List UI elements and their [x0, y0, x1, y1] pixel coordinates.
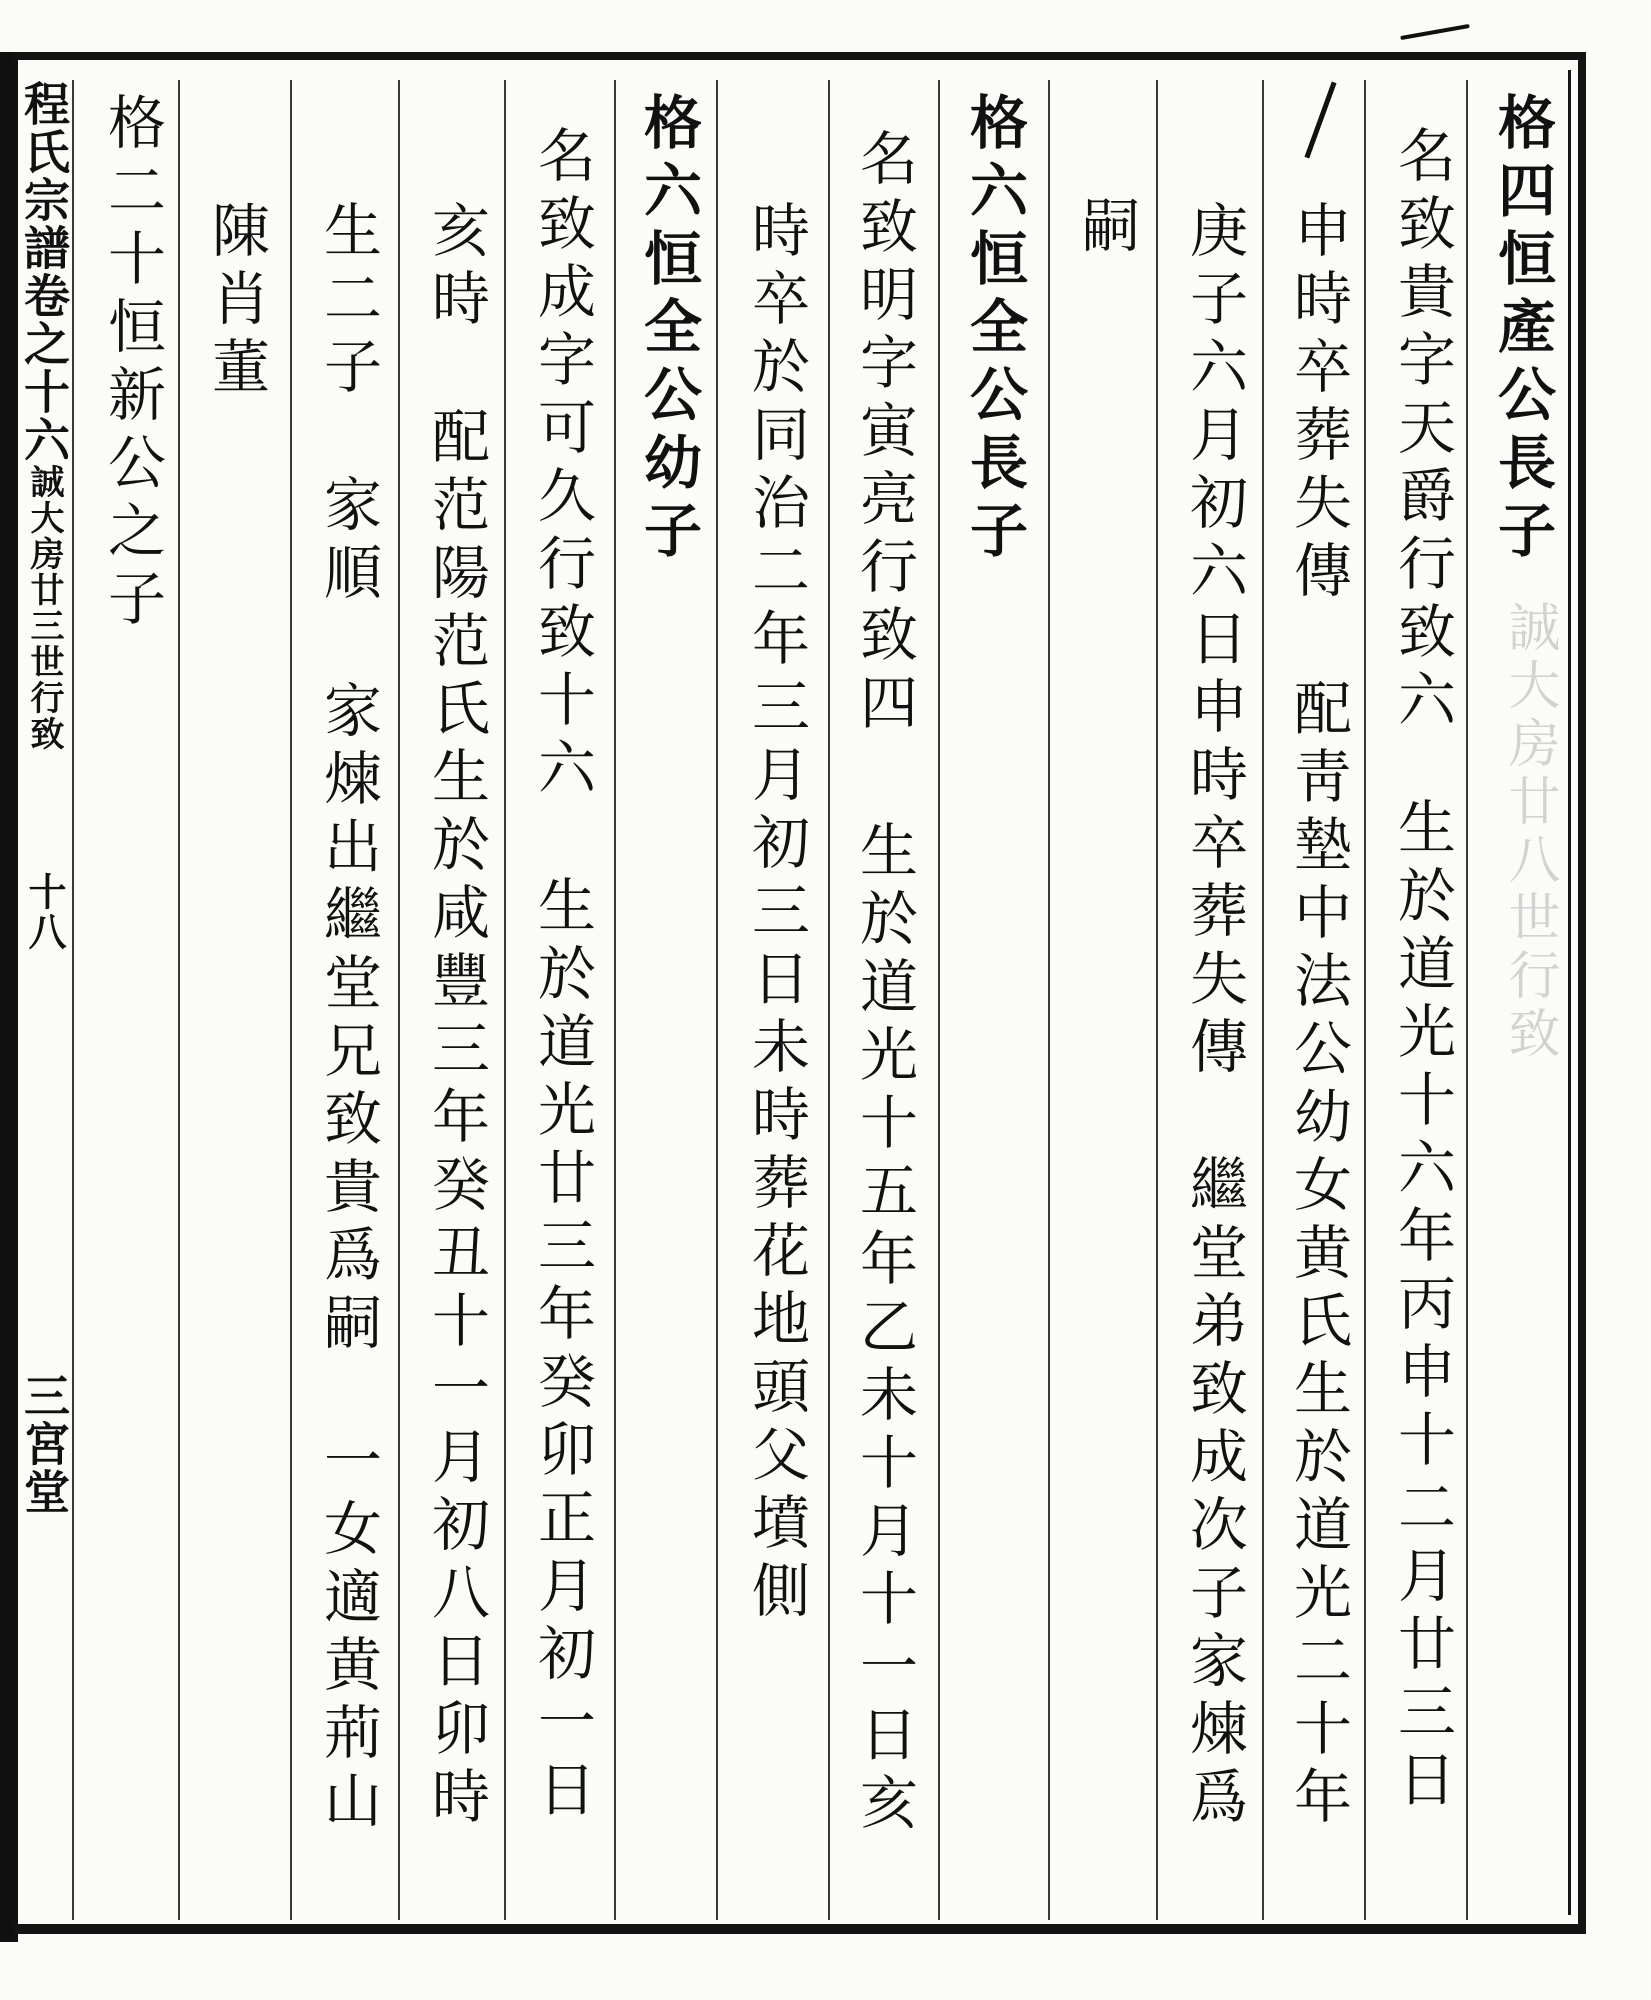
text-segment: 繼堂弟致成次子家煉爲	[1180, 1154, 1248, 1834]
text-segment: 家煉出繼堂兄致貴爲嗣	[314, 680, 382, 1360]
heading-column: 格六恒全公幼子	[634, 92, 702, 568]
column-rule	[72, 80, 74, 1920]
text-column: 陳肖董	[202, 200, 270, 404]
text-segment: 名致明字寅亮行致四	[850, 128, 918, 740]
book-title: 程氏宗譜	[17, 80, 71, 272]
column-rule	[398, 80, 400, 1920]
column-rule	[290, 80, 292, 1920]
text-column: 嗣	[1072, 195, 1140, 263]
page-frame-inner-rule	[1568, 70, 1571, 1915]
column-rule	[828, 80, 830, 1920]
text-segment: 生於道光十六年丙申十二月廿三日	[1388, 797, 1456, 1817]
column-rule	[938, 80, 940, 1920]
column-rule	[614, 80, 616, 1920]
text-column: 格二十恒新公之子	[98, 92, 166, 636]
column-rule	[1156, 80, 1158, 1920]
text-column	[420, 200, 492, 1834]
branch-label: 誠大房廿三世行致	[24, 464, 64, 752]
heading-column: 格六恒全公長子	[960, 92, 1028, 568]
text-column	[1386, 125, 1458, 1817]
volume-label: 卷之十六	[17, 272, 71, 464]
text-column	[526, 125, 598, 1827]
column-rule	[716, 80, 718, 1920]
column-rule	[1048, 80, 1050, 1920]
bleed-through-text: 誠大房廿八世行致	[1499, 600, 1559, 1064]
text-column: 時卒於同治二年三月初三日未時葬花地頭父墳側	[742, 200, 810, 1628]
text-segment: 申時卒葬失傳	[1284, 200, 1352, 608]
column-rule	[178, 80, 180, 1920]
column-rule	[1466, 80, 1468, 1920]
column-rule	[1364, 80, 1366, 1920]
text-segment: 家順	[314, 474, 382, 610]
text-segment: 亥時	[422, 200, 490, 336]
column-rule	[1262, 80, 1264, 1920]
text-column	[1282, 200, 1354, 1834]
heading-column: 格四恒產公長子	[1488, 92, 1556, 568]
text-segment: 一女適黄荊山	[314, 1430, 382, 1838]
text-segment: 配靑墊中法公幼女黄氏生於道光二十年	[1284, 678, 1352, 1834]
text-segment: 配范陽范氏生於咸豐三年癸丑十一月初八日卯時	[422, 406, 490, 1834]
column-rule	[504, 80, 506, 1920]
text-segment: 名致成字可久行致十六	[528, 125, 596, 805]
text-segment: 庚子六月初六日申時卒葬失傳	[1180, 200, 1248, 1084]
pen-stroke-mark	[1400, 24, 1470, 40]
spine-label	[18, 80, 70, 1920]
text-segment: 生於道光十五年乙未十月十一日亥	[850, 820, 918, 1840]
text-segment: 生於道光廿三年癸卯正月初一日	[528, 875, 596, 1827]
text-segment: 生二子	[314, 200, 382, 404]
text-column	[1178, 200, 1250, 1834]
page-number: 十八	[22, 872, 67, 952]
text-column	[312, 200, 384, 1838]
text-column	[848, 128, 920, 1840]
hall-name: 三宮堂	[17, 1372, 71, 1516]
text-segment: 名致貴字天爵行致六	[1388, 125, 1456, 737]
